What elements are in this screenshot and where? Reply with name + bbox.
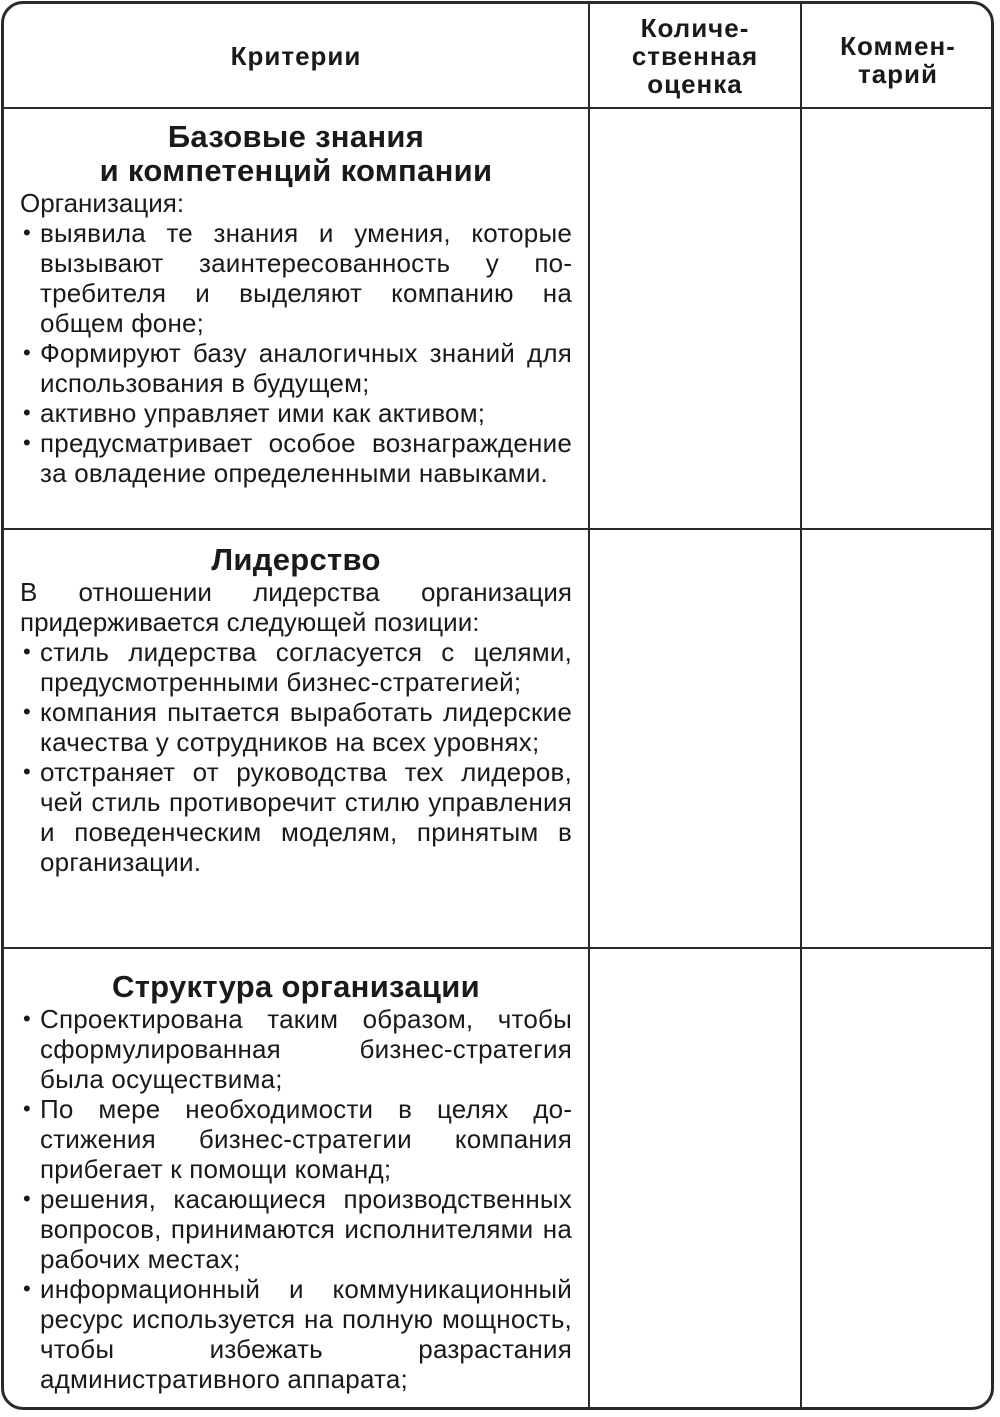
header-score-label: Количе- ственная оценка [631, 12, 759, 99]
bullet-icon: • [23, 220, 31, 245]
bullet-icon: • [23, 430, 31, 455]
section-title: Структура организации [112, 969, 480, 1004]
header-criteria-label: Критерии [230, 40, 362, 71]
bullet-icon: • [23, 1096, 31, 1121]
bullet-icon: • [23, 1186, 31, 1211]
list-item [20, 218, 572, 338]
header-criteria [4, 4, 588, 107]
list-item-text: предусматривает особое вознаграждение за овладение определенными навыками. [40, 428, 572, 488]
list-item [20, 757, 572, 877]
bullet-icon: • [23, 1006, 31, 1031]
list-item-text: Спроектирована таким образом, чтобы сформулированная бизнес-стратегия была осуществима; [40, 1004, 572, 1094]
bullet-icon: • [23, 1276, 31, 1301]
bullet-icon: • [23, 340, 31, 365]
list-item-text: стиль лидерства согласуется с целями, предусмотренными бизнес-стратегией; [40, 637, 572, 697]
list-item [20, 398, 572, 428]
list-item [20, 637, 572, 697]
list-item-text: Формируют базу аналогичных знаний для использования в будущем; [40, 338, 572, 398]
bullet-icon: • [23, 400, 31, 425]
section-intro: Организация: [20, 188, 185, 218]
section-org-structure [20, 970, 572, 1394]
list-item-text: решения, касающиеся производственных вопросов, принимаются исполнителями на рабочих местах; [40, 1184, 572, 1274]
column-divider-comment [800, 4, 802, 1407]
list-item-text: активно управляет ими как активом; [40, 398, 486, 428]
bullet-list [20, 1004, 572, 1394]
list-item [20, 338, 572, 398]
header-comment-label: Коммен- тарий [840, 31, 956, 89]
header-score [590, 4, 800, 107]
section-title: Базовые знания и компетенций компании [99, 119, 493, 188]
list-item [20, 1094, 572, 1184]
bullet-list [20, 637, 572, 877]
row-divider-2 [4, 947, 991, 949]
section-title: Лидерство [211, 542, 381, 577]
bullet-icon: • [23, 699, 31, 724]
list-item-text: выявила те знания и умения, которые вызывают заинтересованность у потребителя и выделяют компанию на общем фоне; [40, 218, 572, 338]
section-intro: В отношении лидерства организация придерживается следующей позиции: [20, 577, 572, 637]
header-divider [4, 107, 991, 109]
header-comment [802, 4, 994, 107]
list-item [20, 1004, 572, 1094]
list-item-text: компания пытается выработать лидерские качества у сотрудников на всех уровнях; [40, 697, 572, 757]
list-item-text: По мере необходимости в целях достижения бизнес-стратегии компания прибегает к помощи команд; [40, 1094, 572, 1184]
list-item [20, 1184, 572, 1274]
section-leadership [20, 543, 572, 877]
list-item-text: отстраняет от руководства тех лидеров, чей стиль противоречит стилю управления и поведенческим моделям, принятым в организации. [40, 757, 572, 877]
criteria-table [1, 1, 994, 1410]
list-item-text: информационный и коммуникационный ресурс используется на полную мощность, чтобы избежать разрастания административного аппарата; [40, 1274, 572, 1394]
section-core-competencies [20, 120, 572, 488]
list-item [20, 1274, 572, 1394]
list-item [20, 697, 572, 757]
column-divider-score [588, 4, 590, 1407]
bullet-icon: • [23, 759, 31, 784]
bullet-list [20, 218, 572, 488]
row-divider-1 [4, 528, 991, 530]
list-item [20, 428, 572, 488]
bullet-icon: • [23, 639, 31, 664]
